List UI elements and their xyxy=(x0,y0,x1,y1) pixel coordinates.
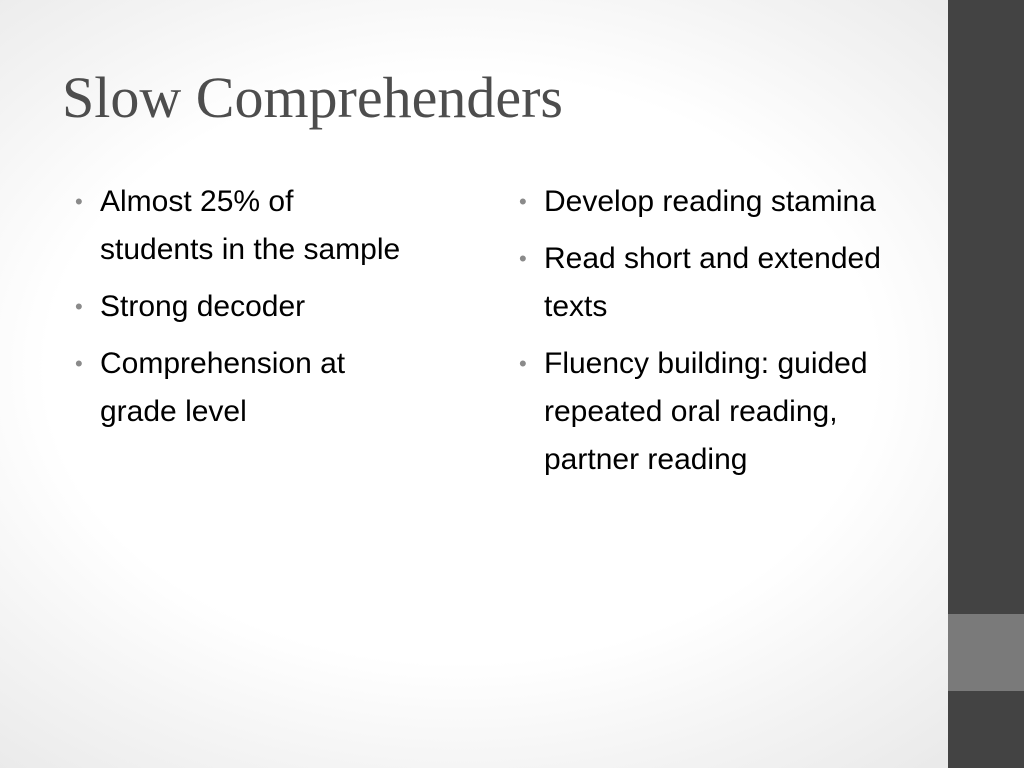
right-bullet-list xyxy=(517,178,887,493)
bullet-icon: • xyxy=(75,294,83,319)
slide-title: Slow Comprehenders xyxy=(62,65,563,130)
bullet-icon: • xyxy=(519,351,527,376)
list-item xyxy=(73,340,413,436)
bullet-text: Read short and extended texts xyxy=(544,242,881,323)
bullet-icon: • xyxy=(519,246,527,271)
bullet-text: Develop reading stamina xyxy=(544,185,876,218)
left-bullet-list xyxy=(73,178,413,445)
list-item xyxy=(73,178,413,274)
bullet-icon: • xyxy=(75,189,83,214)
side-bar-accent xyxy=(948,614,1024,691)
list-item xyxy=(517,178,887,226)
bullet-text: Almost 25% of students in the sample xyxy=(100,185,401,266)
bullet-icon: • xyxy=(519,189,527,214)
bullet-text: Fluency building: guided repeated oral reading, partner reading xyxy=(544,347,868,476)
bullet-text: Comprehension at grade level xyxy=(100,347,346,428)
list-item xyxy=(517,340,887,484)
bullet-icon: • xyxy=(75,351,83,376)
list-item xyxy=(517,235,887,331)
bullet-text: Strong decoder xyxy=(100,290,306,323)
list-item xyxy=(73,283,413,331)
